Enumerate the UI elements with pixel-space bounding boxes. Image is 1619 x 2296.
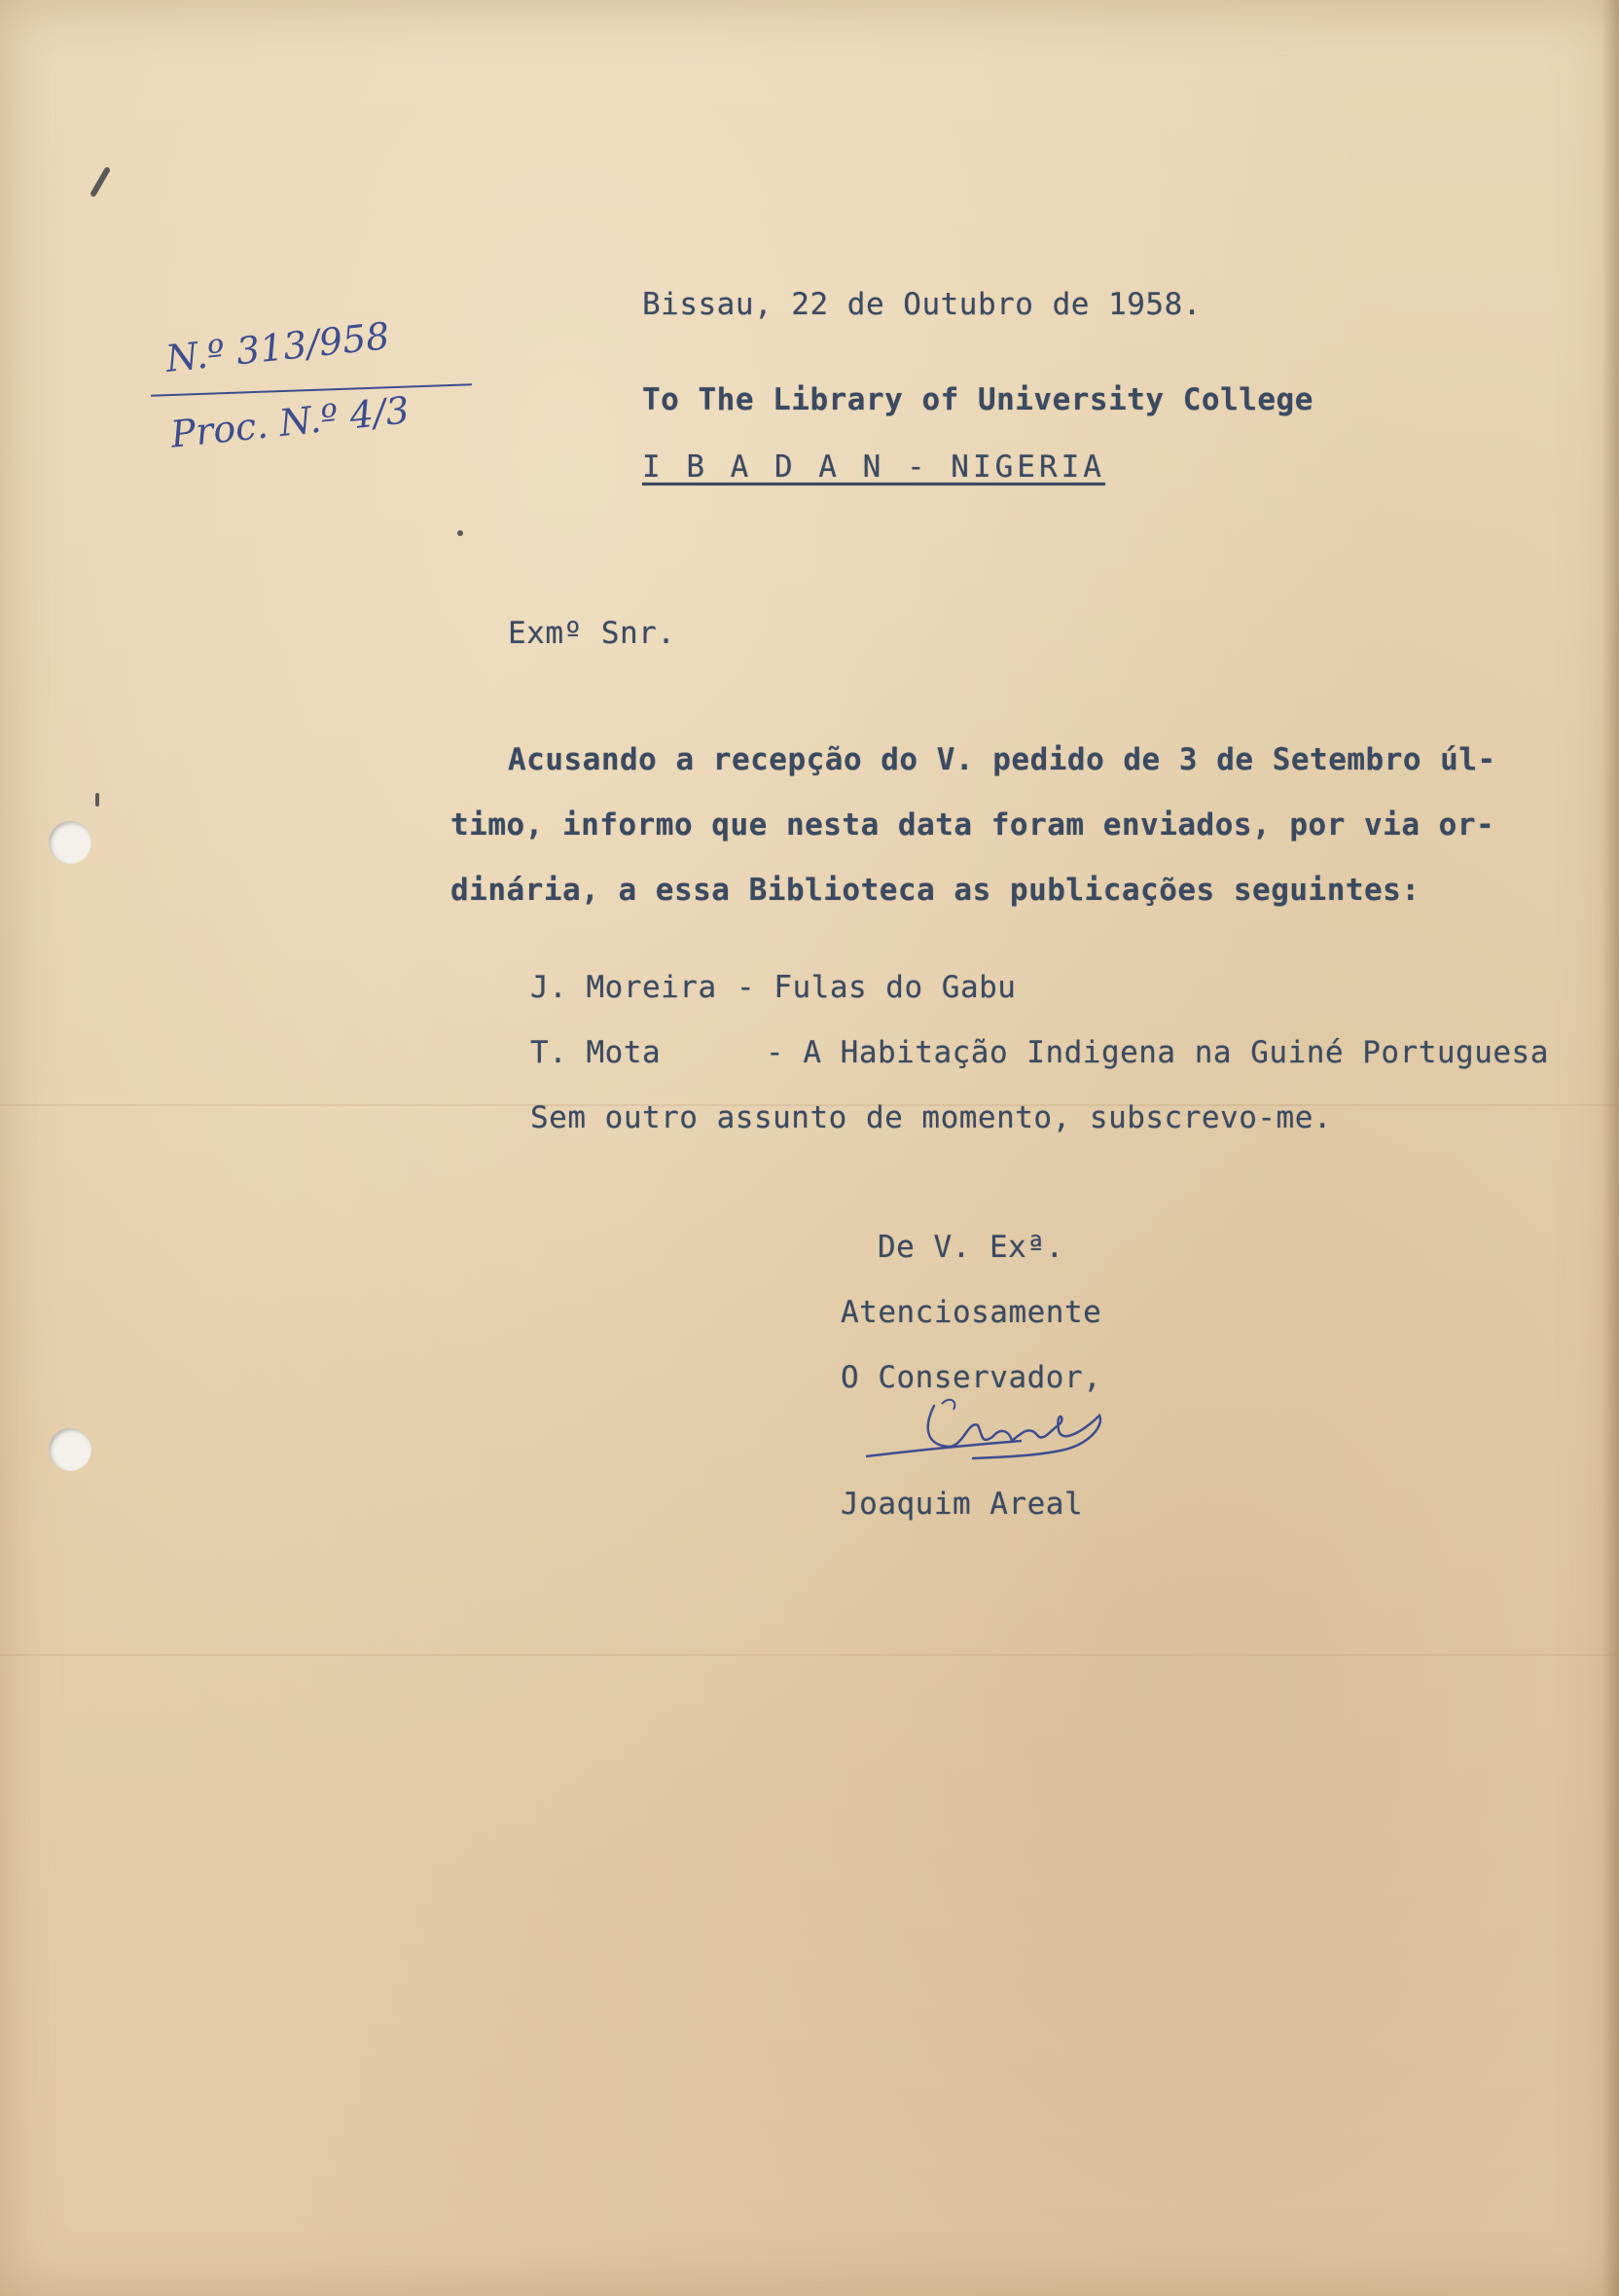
handwritten-underline (151, 383, 472, 397)
body-line-1: Acusando a recepção do V. pedido de 3 de Setembro úl- (508, 742, 1496, 777)
paper-edge (1601, 0, 1619, 2296)
body-line-2: timo, informo que nesta data foram enviados, por via or- (450, 807, 1495, 843)
letter-date: Bissau, 22 de Outubro de 1958. (642, 287, 1202, 322)
handwritten-process-number: Proc. N.º 4/3 (168, 388, 412, 456)
punch-hole-top (49, 821, 91, 864)
body-line-3: dinária, a essa Biblioteca as publicações seguintes: (450, 873, 1421, 908)
closing-sentence: Sem outro assunto de momento, subscrevo-me. (530, 1100, 1333, 1135)
punch-hole-bottom (49, 1428, 91, 1471)
recipient-line: To The Library of University College (642, 382, 1313, 417)
signatory-name: Joaquim Areal (841, 1487, 1084, 1522)
paper-fold-line (0, 1654, 1619, 1656)
salutation: Exmº Snr. (508, 616, 676, 651)
closing-line-1: De V. Exª. (878, 1230, 1064, 1265)
publication-title: - Fulas do Gabu (737, 970, 1017, 1005)
recipient-location: I B A D A N - NIGERIA (642, 449, 1105, 484)
closing-line-3: O Conservador, (841, 1360, 1102, 1395)
ink-dot (457, 530, 463, 536)
handwritten-signature (856, 1386, 1148, 1474)
publication-author: T. Mota (530, 1035, 662, 1070)
handwritten-file-number: N.º 313/958 (163, 314, 392, 380)
closing-line-2: Atenciosamente (841, 1295, 1102, 1330)
ink-mark (90, 166, 111, 197)
publication-author: J. Moreira (530, 970, 717, 1005)
publication-title: - A Habitação Indigena na Guiné Portuguesa (766, 1035, 1549, 1070)
ink-mark (95, 793, 99, 807)
